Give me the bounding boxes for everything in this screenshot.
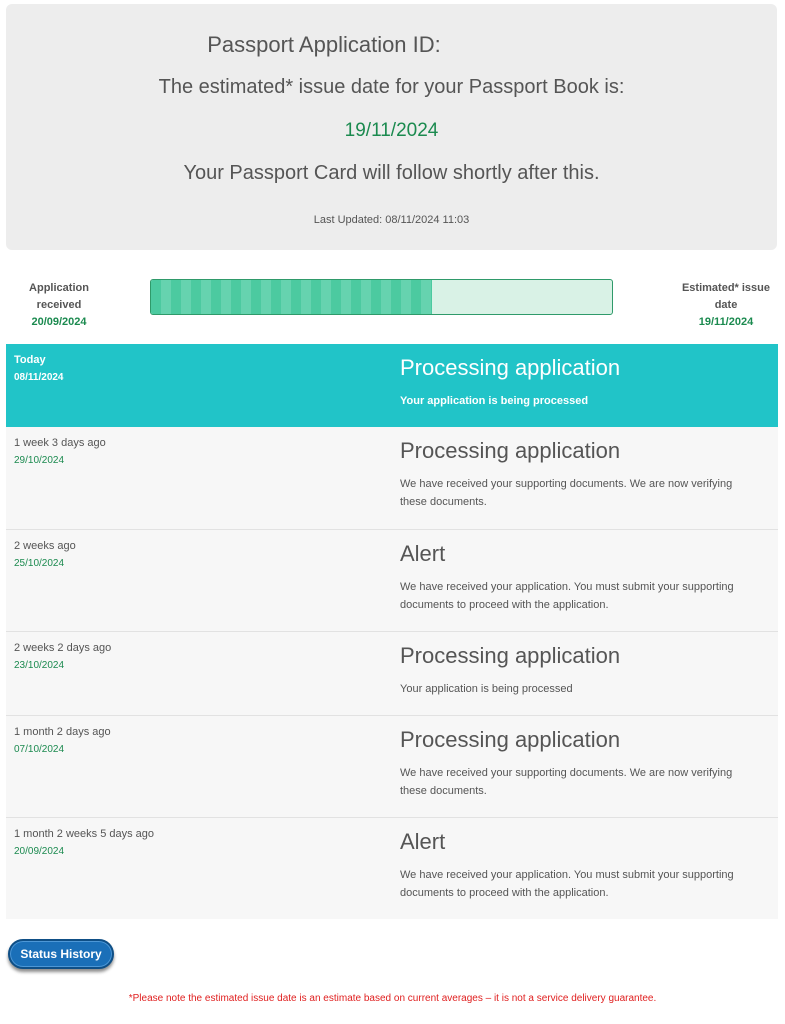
progress-bar-fill <box>151 280 432 314</box>
status-timeline <box>6 344 778 919</box>
timeline-status: Processing application <box>400 355 621 380</box>
disclaimer-note: *Please note the estimated issue date is an estimate based on current averages – it is not a service delivery guarantee. <box>128 993 657 1004</box>
timeline-status: Alert <box>400 541 446 566</box>
progress-start-date: 20/09/2024 <box>31 316 87 328</box>
timeline-description: Your application is being processed <box>400 683 573 695</box>
timeline-status: Processing application <box>400 727 621 752</box>
last-updated: Last Updated: 08/11/2024 11:03 <box>313 214 470 226</box>
progress-section <box>0 270 785 334</box>
timeline-relative-time: 2 weeks 2 days ago <box>14 642 112 654</box>
progress-bar <box>150 279 613 315</box>
timeline-relative-time: Today <box>14 354 46 366</box>
progress-end-label: Estimated* issue date <box>681 282 771 311</box>
timeline-date: 08/11/2024 <box>14 372 64 383</box>
timeline-entry <box>6 427 778 530</box>
estimate-summary-card <box>6 4 777 250</box>
timeline-date: 23/10/2024 <box>14 660 65 671</box>
timeline-entry <box>6 344 778 427</box>
timeline-date: 20/09/2024 <box>14 846 65 857</box>
timeline-description: Your application is being processed <box>400 395 589 407</box>
timeline-date: 25/10/2024 <box>14 558 65 569</box>
timeline-description: We have received your supporting documents. We are now verifying these documents. <box>400 478 733 508</box>
timeline-relative-time: 1 week 3 days ago <box>14 437 106 449</box>
timeline-entry <box>6 818 778 919</box>
status-history-button[interactable]: Status History <box>8 939 114 969</box>
progress-end-date: 19/11/2024 <box>698 316 754 328</box>
estimate-text: The estimated* issue date for your Passport Book is: <box>158 76 625 98</box>
timeline-description: We have received your supporting documents. We are now verifying these documents. <box>400 767 733 797</box>
timeline-description: We have received your application. You must submit your supporting documents to proceed with the application. <box>400 581 734 611</box>
application-id-label: Passport Application ID: <box>207 32 441 57</box>
passport-card-note: Your Passport Card will follow shortly after this. <box>183 162 600 184</box>
timeline-relative-time: 1 month 2 days ago <box>14 726 111 738</box>
timeline-entry <box>6 716 778 818</box>
estimated-issue-date: 19/11/2024 <box>344 120 439 141</box>
timeline-status: Alert <box>400 829 446 854</box>
timeline-entry <box>6 530 778 632</box>
timeline-date: 07/10/2024 <box>14 744 65 755</box>
timeline-description: We have received your application. You must submit your supporting documents to proceed with the application. <box>400 869 734 899</box>
timeline-entry <box>6 632 778 716</box>
progress-end <box>672 280 780 331</box>
progress-start-label: Application received <box>29 282 89 311</box>
timeline-status: Processing application <box>400 438 621 463</box>
timeline-relative-time: 1 month 2 weeks 5 days ago <box>14 828 155 840</box>
timeline-relative-time: 2 weeks ago <box>14 540 76 552</box>
progress-start <box>14 280 104 331</box>
timeline-status: Processing application <box>400 643 621 668</box>
timeline-date: 29/10/2024 <box>14 455 65 466</box>
